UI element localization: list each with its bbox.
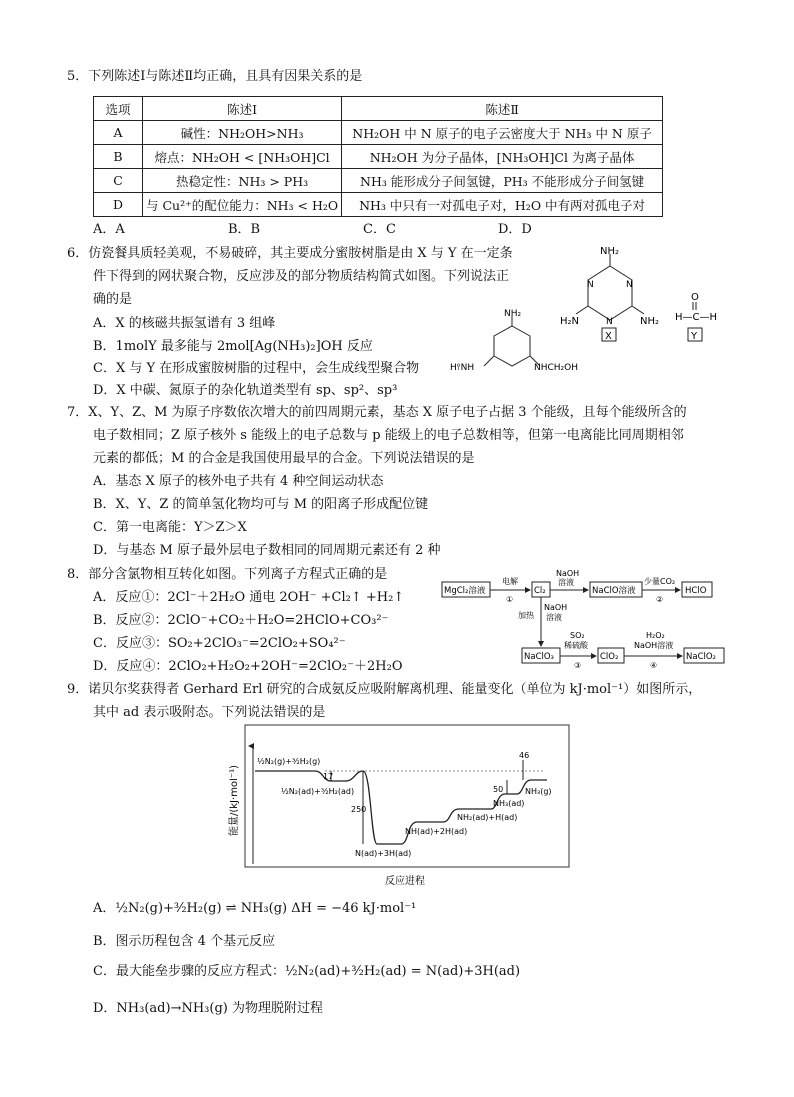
hclo-box: HClO <box>685 586 707 596</box>
edge-label: NaOH溶液 <box>634 641 674 650</box>
state-label: ½N₂(g)+³⁄₂H₂(g) <box>257 757 321 766</box>
q9-option-c[interactable]: C．最大能垒步骤的反应方程式：½N₂(ad)+³⁄₂H₂(ad) = N(ad)+3H(ad) <box>93 964 521 979</box>
q8-option-a[interactable]: A．反应①：2Cl⁻＋2H₂O 通电 2OH⁻ +Cl₂↑ +H₂↑ <box>93 590 405 605</box>
value-label: 17 <box>323 772 334 781</box>
q7-option-b[interactable]: B．X、Y、Z 的简单氢化物均可与 M 的阳离子形成配位键 <box>93 497 429 512</box>
q9-option-a[interactable]: A．½N₂(g)+³⁄₂H₂(g) ⇌ NH₃(g) ΔH = −46 kJ·mol⁻¹ <box>93 901 417 916</box>
q7-stem-line-3: 元素的都低；M 的合金是我国使用最早的合金。下列说法错误的是 <box>93 451 475 466</box>
chlorine-flow-diagram <box>440 570 740 670</box>
ring-n: N <box>606 317 613 327</box>
edge-num: ③ <box>574 661 582 670</box>
clo2-box: ClO₂ <box>600 652 619 662</box>
q6-option-b[interactable]: B．1molY 最多能与 2mol[Ag(NH₃)₂]OH 反应 <box>93 339 373 354</box>
table-row <box>94 121 663 145</box>
edge-label: NaOH <box>556 570 580 578</box>
edge-num: ② <box>656 595 664 604</box>
edge-num: ④ <box>650 661 658 670</box>
cl2-box: Cl₂ <box>534 586 546 596</box>
value-label: 250 <box>351 805 367 814</box>
q8-option-b[interactable]: B．反应②：2ClO⁻+CO₂＋H₂O=2HClO+CO₃²⁻ <box>93 613 389 628</box>
table-row <box>94 193 663 217</box>
table-cell: 与 Cu²⁺的配位能力：NH₃ < H₂O <box>143 193 342 217</box>
table-cell: D <box>94 193 143 217</box>
edge-label: 溶液 <box>546 613 562 622</box>
value-label: 46 <box>519 751 530 760</box>
q7-option-d[interactable]: D．与基态 M 原子最外层电子数相同的同周期元素还有 2 种 <box>93 543 441 558</box>
state-label: NH(ad)+2H(ad) <box>405 827 468 836</box>
q8-option-c[interactable]: C．反应③：SO₂+2ClO₃⁻=2ClO₂+SO₄²⁻ <box>93 636 346 651</box>
table-cell: NH₃ 中只有一对孤电子对，H₂O 中有两对孤电子对 <box>342 193 663 217</box>
q7-stem-line-1: 7．X、Y、Z、M 为原子序数依次增大的前四周期元素，基态 X 原子电子占据 3 个能级，且每个能级所含的 <box>67 405 687 420</box>
y-axis-label: 能量/(kJ·mol⁻¹) <box>229 764 240 836</box>
q9-stem-line-2: 其中 ad 表示吸附态。下列说法错误的是 <box>93 705 326 720</box>
q6-option-d[interactable]: D．X 中碳、氮原子的杂化轨道类型有 sp、sp²、sp³ <box>93 383 398 398</box>
edge-label: SO₂ <box>570 631 585 640</box>
hnh-label: H⫯NH <box>450 363 475 373</box>
edge-label: 稀硫酸 <box>564 641 588 650</box>
option-b[interactable]: B．B <box>228 222 261 237</box>
q8-stem: 8．部分含氯物相互转化如图。下列离子方程式正确的是 <box>67 567 388 582</box>
q7-option-a[interactable]: A．基态 X 原子的核外电子共有 4 种空间运动状态 <box>93 474 384 489</box>
state-label: ½N₂(ad)+³⁄₂H₂(ad) <box>281 787 355 796</box>
option-c[interactable]: C．C <box>363 222 396 237</box>
state-label: NH₃(ad) <box>493 799 525 808</box>
naclo-box: NaClO溶液 <box>592 586 636 596</box>
edge-label: NaOH <box>544 603 568 612</box>
state-label: NH₃(g) <box>525 787 552 796</box>
formaldehyde-structure-y <box>673 290 723 346</box>
nhch2oh-label: NHCH₂OH <box>534 363 579 373</box>
edge-label: 加热 <box>518 611 534 620</box>
table-cell: NH₂OH 中 N 原子的电子云密度大于 NH₃ 中 N 原子 <box>342 121 663 145</box>
state-label: N(ad)+3H(ad) <box>355 849 412 858</box>
q7-option-c[interactable]: C．第一电离能：Y＞Z＞X <box>93 520 247 535</box>
energy-profile-diagram <box>225 724 575 890</box>
edge-label: 溶液 <box>558 578 574 587</box>
o-label: O <box>691 292 699 303</box>
table-cell: C <box>94 169 143 193</box>
table-cell: NH₂OH 为分子晶体，[NH₃OH]Cl 为离子晶体 <box>342 145 663 169</box>
nh2-label: NH₂ <box>640 316 660 327</box>
table-cell: 熔点：NH₂OH < [NH₃OH]Cl <box>143 145 342 169</box>
ring-n: N <box>626 280 633 290</box>
ring-n: N <box>587 280 594 290</box>
q6-stem-line-3: 确的是 <box>93 292 133 307</box>
option-a[interactable]: A．A <box>93 222 125 237</box>
table-cell: NH₃ 能形成分子间氢键，PH₃ 不能形成分子间氢键 <box>342 169 663 193</box>
q5-table <box>93 96 663 217</box>
table-header: 陈述Ⅰ <box>143 97 342 121</box>
naclo3-box: NaClO₃ <box>524 652 554 662</box>
q5-options <box>93 221 633 239</box>
q6-stem-line-1: 6．仿瓷餐具质轻美观，不易破碎，其主要成分蜜胺树脂是由 X 与 Y 在一定条 <box>67 246 513 261</box>
nh2-label: NH₂ <box>504 309 522 319</box>
table-row <box>94 145 663 169</box>
h-c-h-label: H—C—H <box>675 312 718 323</box>
table-row <box>94 169 663 193</box>
q6-stem-line-2: 件下得到的网状聚合物，反应涉及的部分物质结构简式如图。下列说法正 <box>93 269 510 284</box>
table-header: 选项 <box>94 97 143 121</box>
q7-stem-line-2: 电子数相同；Z 原子核外 s 能级上的电子总数与 p 能级上的电子总数相等，但第一电离能比同周期相邻 <box>93 428 684 443</box>
x-label: X <box>605 331 612 342</box>
h2n-label: H₂N <box>560 316 580 327</box>
edge-label: 少量CO₂ <box>644 577 676 586</box>
y-label: Y <box>691 331 698 342</box>
q5-stem: 5．下列陈述Ⅰ与陈述Ⅱ均正确，且具有因果关系的是 <box>67 69 363 84</box>
edge-label: H₂O₂ <box>646 631 665 640</box>
q9-stem-line-1: 9．诺贝尔奖获得者 Gerhard Erl 研究的合成氨反应吸附解离机理、能量变化（单位为 kJ·mol⁻¹）如图所示， <box>67 682 702 697</box>
q8-option-d[interactable]: D．反应④：2ClO₂+H₂O₂+2OH⁻=2ClO₂⁻＋2H₂O <box>93 659 403 674</box>
q9-option-b[interactable]: B．图示历程包含 4 个基元反应 <box>93 934 276 949</box>
polymer-fragment <box>450 308 600 378</box>
table-cell: 碱性：NH₂OH>NH₃ <box>143 121 342 145</box>
value-label: 50 <box>493 785 504 794</box>
q6-option-a[interactable]: A．X 的核磁共振氢谱有 3 组峰 <box>93 316 276 331</box>
q6-option-c[interactable]: C．X 与 Y 在形成蜜胺树脂的过程中，会生成线型聚合物 <box>93 361 420 376</box>
naclo2-box: NaClO₂ <box>686 652 716 662</box>
edge-num: ① <box>506 595 514 604</box>
option-d[interactable]: D．D <box>498 222 532 237</box>
table-cell: A <box>94 121 143 145</box>
table-cell: 热稳定性：NH₃ > PH₃ <box>143 169 342 193</box>
table-header-row <box>94 97 663 121</box>
state-label: NH₂(ad)+H(ad) <box>457 813 518 822</box>
table-cell: B <box>94 145 143 169</box>
edge-label: 电解 <box>502 577 518 586</box>
x-axis-label: 反应进程 <box>385 876 425 887</box>
q9-option-d[interactable]: D．NH₃(ad)→NH₃(g) 为物理脱附过程 <box>93 1001 323 1016</box>
mgcl2-box: MgCl₂溶液 <box>444 586 486 596</box>
nh2-label: NH₂ <box>600 246 620 257</box>
table-header: 陈述Ⅱ <box>342 97 663 121</box>
